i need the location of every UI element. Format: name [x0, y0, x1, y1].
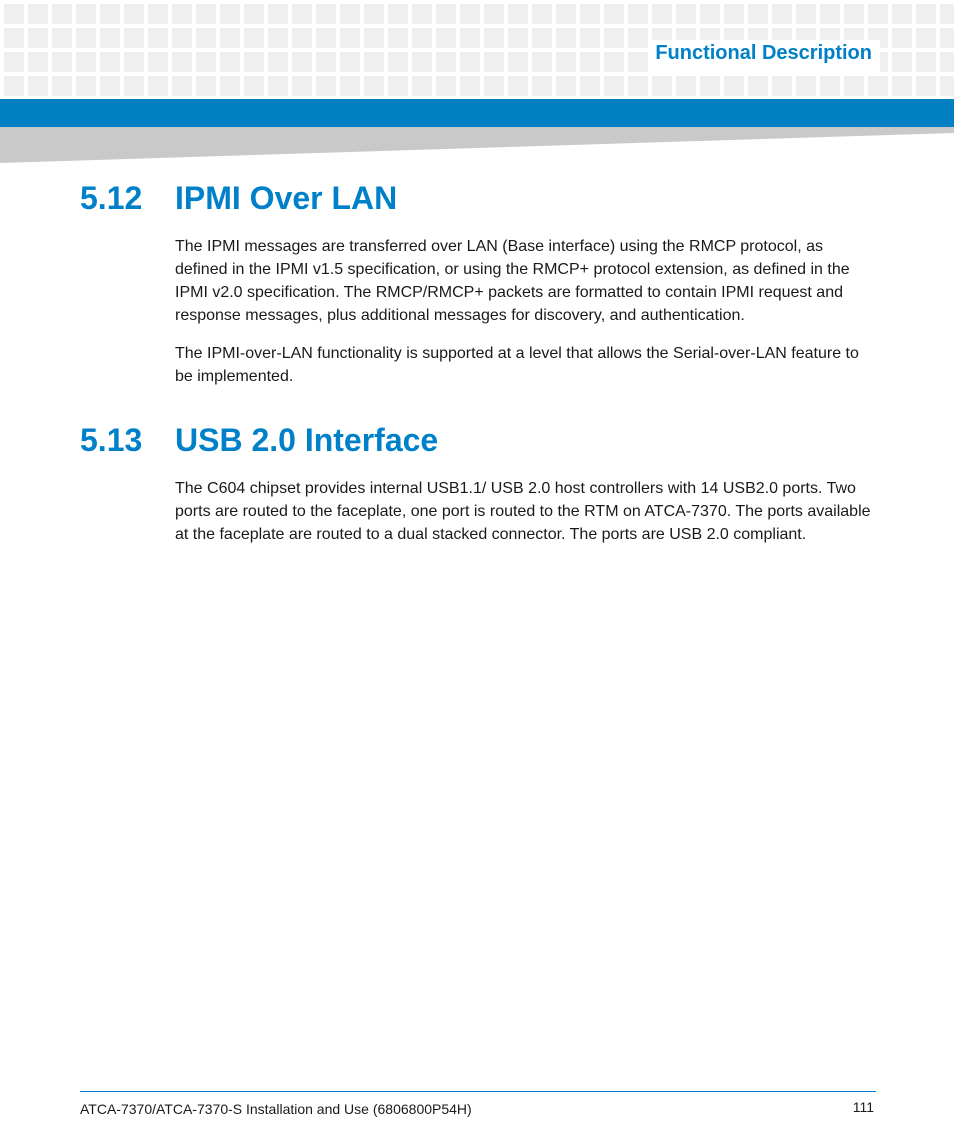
- footer-document-title: ATCA-7370/ATCA-7370-S Installation and Use (6806800P54H): [80, 1101, 472, 1117]
- section-number: 5.12: [80, 180, 143, 216]
- section-heading-5-12: [80, 180, 397, 217]
- paragraph: The IPMI-over-LAN functionality is supported at a level that allows the Serial-over-LAN feature to be implemented.: [175, 345, 859, 385]
- running-header-title: Functional Description: [655, 42, 872, 64]
- section-title: USB 2.0 Interface: [175, 422, 439, 458]
- header-grey-wedge: [0, 127, 954, 163]
- page-number: 111: [852, 1099, 874, 1115]
- paragraph: The IPMI messages are transferred over LAN (Base interface) using the RMCP protocol, as defined in the IPMI v1.5 specification, or using the RMCP+ protocol extension, as defined in the IPMI v2.0 specification. The RMCP/RMCP+ packets are formatted to contain IPMI request and response messages, plus additional messages for discovery, and authentication.: [175, 238, 850, 324]
- section-heading-5-13: [80, 422, 438, 459]
- header-blue-bar: [0, 99, 954, 127]
- section-number: 5.13: [80, 422, 143, 458]
- footer-rule: [80, 1091, 876, 1092]
- section-title: IPMI Over LAN: [175, 180, 398, 216]
- paragraph: The C604 chipset provides internal USB1.1/ USB 2.0 host controllers with 14 USB2.0 ports. Two ports are routed to the faceplate, one port is routed to the RTM on ATCA-7370. The ports available at the faceplate are routed to a dual stacked connector. The ports are USB 2.0 compliant.: [175, 480, 871, 543]
